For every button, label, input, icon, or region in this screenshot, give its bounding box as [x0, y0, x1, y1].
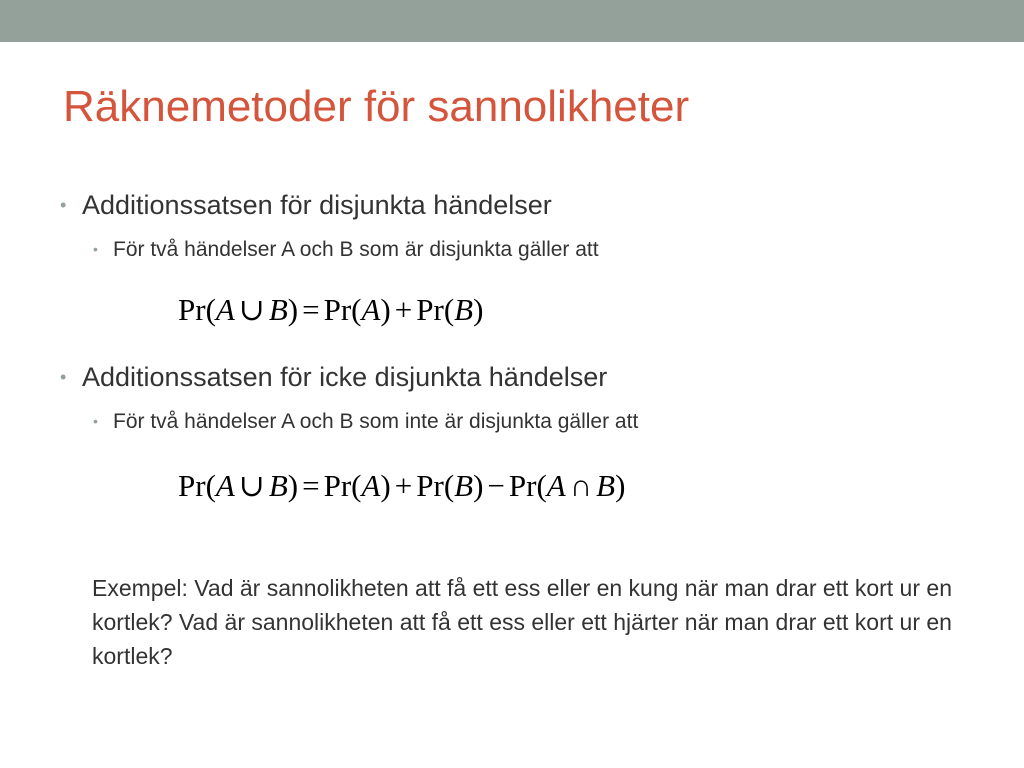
formula-var: A [546, 468, 566, 503]
example-text: Exempel: Vad är sannolikheten att få ett ess eller en kung när man drar ett kort ur en kortlek? Vad är sannolikheten att få ett ess eller ett hjärter när man drar ett kort ur en kortlek? [92, 575, 952, 669]
sub-bullet-disjunkta [93, 238, 599, 262]
formula-term: Pr [323, 292, 352, 327]
formula-general-addition: Pr(A ∪ B) = Pr(A) + Pr(B) − Pr(A ∩ B) [178, 468, 626, 503]
bullet-icon: • [93, 241, 98, 257]
formula-term: Pr [178, 292, 206, 327]
formula-op: − [487, 468, 505, 503]
formula-var: B [268, 468, 288, 503]
sub-bullet-icke-disjunkta [93, 410, 638, 434]
formula-term: Pr [508, 468, 537, 503]
formula-op: ∩ [569, 468, 593, 503]
formula-term: Pr [416, 468, 444, 503]
formula-op: ∪ [238, 468, 265, 503]
formula-op: + [394, 468, 413, 503]
bullet-additionssatsen-icke-disjunkta [60, 362, 607, 393]
formula-term: Pr [416, 292, 444, 327]
formula-op: = [302, 292, 320, 327]
formula-op: + [394, 292, 413, 327]
bullet-text: Additionssatsen för disjunkta händelser [82, 190, 552, 220]
formula-op: ∪ [238, 292, 265, 327]
formula-var: A [361, 292, 381, 327]
formula-var: B [454, 292, 474, 327]
slide-title: Räknemetoder för sannolikheter [63, 82, 690, 131]
formula-term: Pr [178, 468, 206, 503]
formula-term: Pr [323, 468, 352, 503]
formula-var: B [596, 468, 616, 503]
formula-var: A [215, 468, 235, 503]
sub-bullet-text: För två händelser A och B som är disjunkta gäller att [113, 238, 599, 261]
formula-var: B [268, 292, 288, 327]
bullet-text: Additionssatsen för icke disjunkta händelser [82, 362, 608, 392]
top-accent-bar [0, 0, 1024, 42]
formula-var: A [215, 292, 235, 327]
bullet-additionssatsen-disjunkta [60, 190, 552, 221]
bullet-icon: • [93, 413, 98, 429]
bullet-icon: • [60, 195, 67, 215]
sub-bullet-text: För två händelser A och B som inte är disjunkta gäller att [113, 410, 639, 433]
formula-var: A [361, 468, 381, 503]
bullet-icon: • [60, 367, 67, 387]
formula-disjoint-addition: Pr(A ∪ B) = Pr(A) + Pr(B) [178, 292, 484, 327]
formula-var: B [454, 468, 474, 503]
formula-op: = [302, 468, 320, 503]
